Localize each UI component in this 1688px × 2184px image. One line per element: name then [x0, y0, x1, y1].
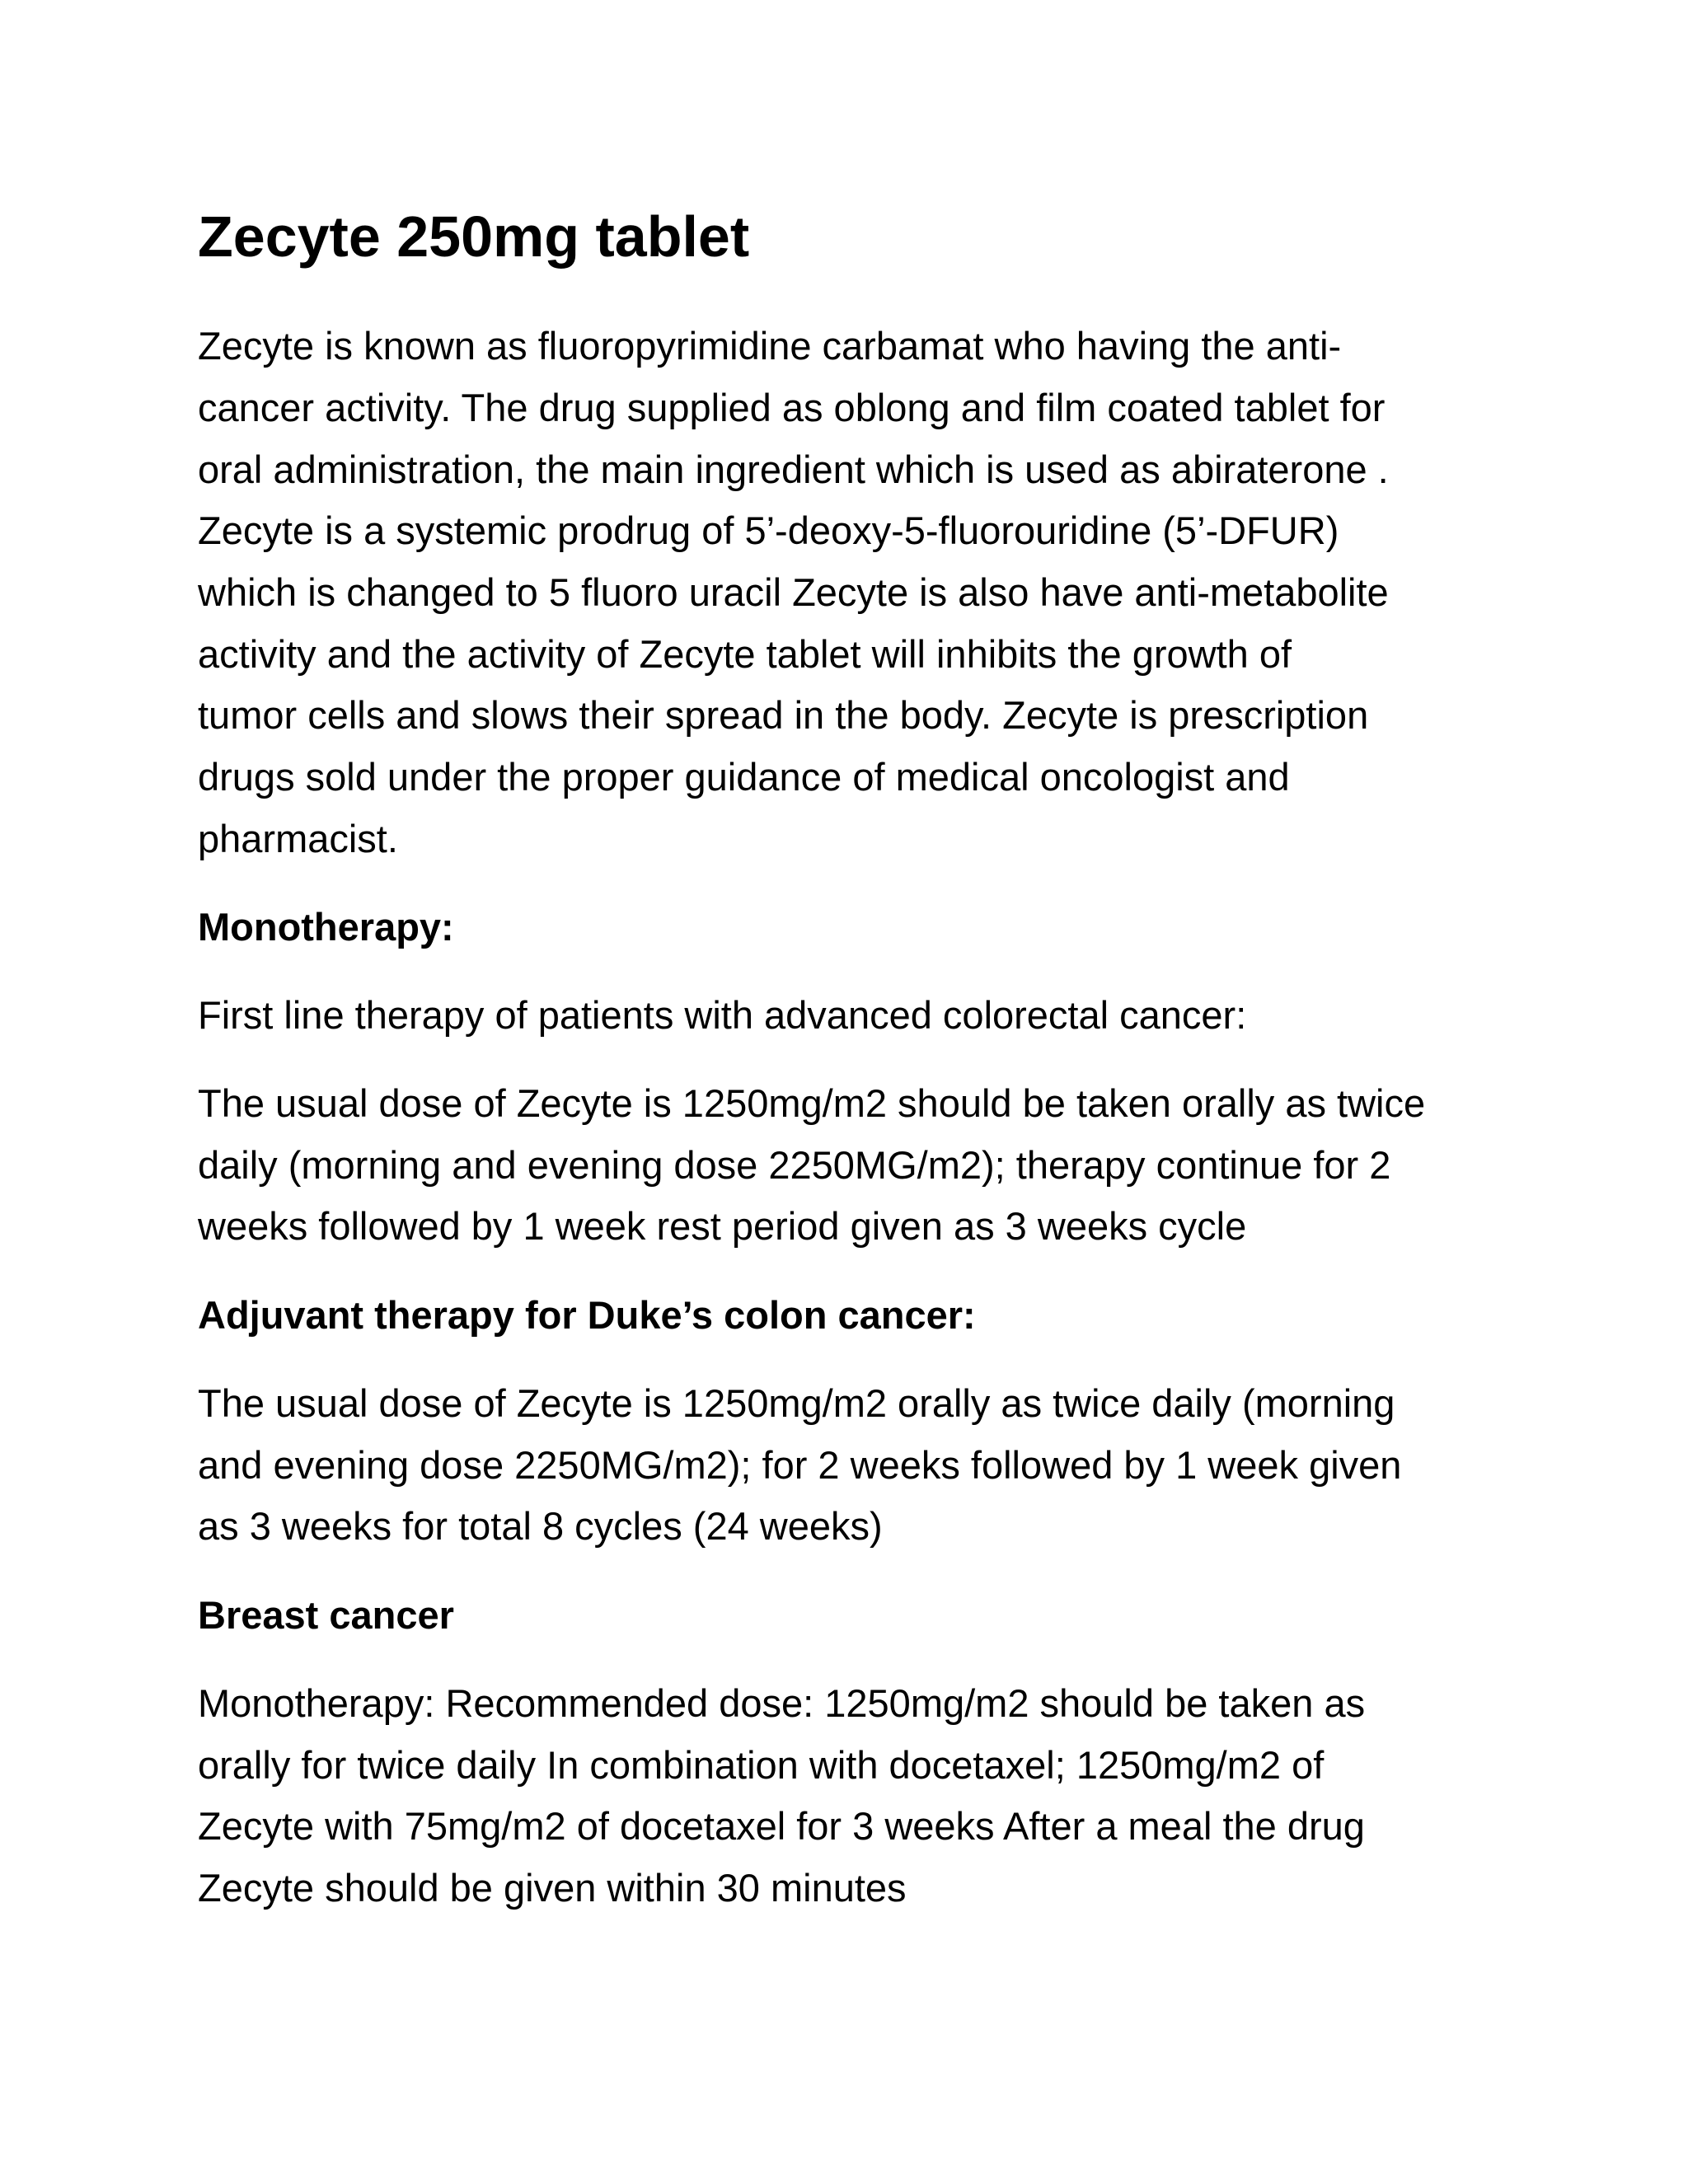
monotherapy-line: daily (morning and evening dose 2250MG/m2); therapy continue for 2 [198, 1143, 1391, 1187]
intro-line: tumor cells and slows their spread in the body. Zecyte is prescription [198, 693, 1369, 737]
intro-line: Zecyte is known as fluoropyrimidine carbamat who having the anti- [198, 324, 1342, 368]
intro-line: pharmacist. [198, 817, 398, 860]
intro-line: cancer activity. The drug supplied as oblong and film coated tablet for [198, 386, 1386, 429]
breast-cancer-heading: Breast cancer [198, 1593, 454, 1637]
monotherapy-line: weeks followed by 1 week rest period given as 3 weeks cycle [198, 1204, 1247, 1248]
document-title: Zecyte 250mg tablet [198, 204, 750, 269]
intro-line: activity and the activity of Zecyte tablet will inhibits the growth of [198, 632, 1292, 676]
monotherapy-subheading: First line therapy of patients with advanced colorectal cancer: [198, 993, 1247, 1037]
intro-line: Zecyte is a systemic prodrug of 5’-deoxy-5-fluorouridine (5’-DFUR) [198, 509, 1339, 552]
intro-line: oral administration, the main ingredient which is used as abiraterone . [198, 448, 1389, 491]
breast-cancer-line: Zecyte should be given within 30 minutes [198, 1866, 907, 1910]
intro-line: which is changed to 5 fluoro uracil Zecyte is also have anti-metabolite [198, 570, 1389, 614]
breast-cancer-line: Monotherapy: Recommended dose: 1250mg/m2 should be taken as [198, 1681, 1366, 1725]
intro-line: drugs sold under the proper guidance of medical oncologist and [198, 755, 1290, 799]
adjuvant-line: as 3 weeks for total 8 cycles (24 weeks) [198, 1504, 883, 1548]
adjuvant-heading: Adjuvant therapy for Duke’s colon cancer: [198, 1293, 976, 1337]
breast-cancer-line: Zecyte with 75mg/m2 of docetaxel for 3 weeks After a meal the drug [198, 1804, 1365, 1848]
adjuvant-line: The usual dose of Zecyte is 1250mg/m2 orally as twice daily (morning [198, 1381, 1395, 1425]
breast-cancer-line: orally for twice daily In combination with docetaxel; 1250mg/m2 of [198, 1743, 1325, 1787]
monotherapy-heading: Monotherapy: [198, 905, 454, 949]
adjuvant-line: and evening dose 2250MG/m2); for 2 weeks followed by 1 week given [198, 1443, 1402, 1487]
monotherapy-line: The usual dose of Zecyte is 1250mg/m2 should be taken orally as twice [198, 1081, 1426, 1125]
